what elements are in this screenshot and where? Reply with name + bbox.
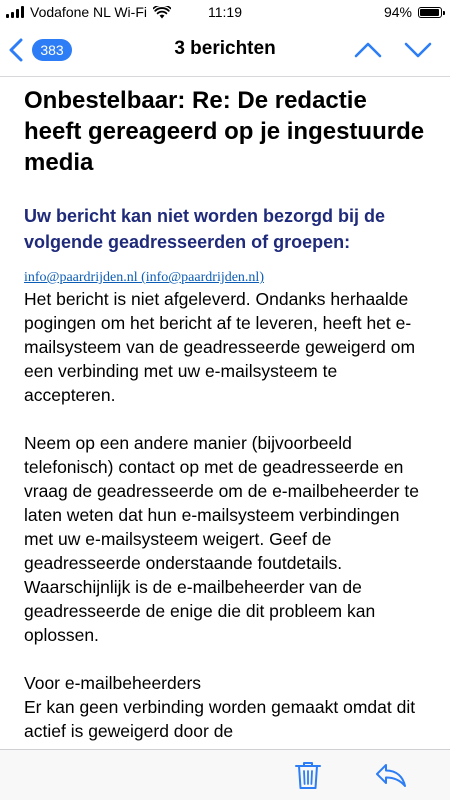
message-content[interactable]: [0, 77, 450, 750]
status-right: [384, 4, 442, 20]
battery-fill: [420, 9, 439, 16]
nav-bar: [0, 26, 450, 77]
carrier-label: Vodafone NL Wi-Fi: [30, 4, 147, 20]
nav-title: 3 berichten: [174, 38, 276, 59]
undeliverable-heading: Uw bericht kan niet worden bezorgd bij de volgende geadresseerden of groepen:: [24, 206, 386, 252]
paragraph-not-delivered: Het bericht is niet afgeleverd. Ondanks herhaalde pogingen om het bericht af te leveren, heeft het e-mailsysteem van de geadresseerde geweigerd om een verbinding met uw e-mailsysteem te accepteren.: [24, 289, 416, 405]
recipient-link[interactable]: info@paardrijden.nl (info@paardrijden.nl): [24, 270, 264, 285]
admin-heading: Voor e-mailbeheerders: [24, 673, 202, 693]
message-subject: Onbestelbaar: Re: De redactie heeft gereageerd op je ingestuurde media: [24, 87, 425, 176]
chevron-up-icon[interactable]: [354, 40, 382, 60]
status-time: 11:19: [208, 4, 242, 20]
chevron-down-icon[interactable]: [404, 40, 432, 60]
trash-icon[interactable]: [293, 759, 323, 791]
bottom-toolbar: [0, 749, 450, 800]
status-bar: [0, 0, 450, 26]
unread-count-badge[interactable]: 383: [32, 39, 72, 61]
paragraph-contact-recipient: Neem op een andere manier (bijvoorbeeld telefonisch) contact op met de geadresseerde en vraag de geadresseerde om de e-mailbeheerder te laten weten dat hun e-mailsysteem verbindingen met uw e-mailsysteem weigert. Geef de geadresseerde onderstaande foutdetails. Waarschijnlijk is de e-mailbeheerder van de geadresseerde de enige die dit probleem kan oplossen.: [24, 433, 419, 645]
battery-icon: [418, 7, 442, 18]
battery-percent: 94%: [383, 4, 412, 20]
paragraph-admin-details: Er kan geen verbinding worden gemaakt omdat dit actief is geweigerd door de: [24, 697, 416, 741]
reply-icon[interactable]: [374, 762, 408, 788]
